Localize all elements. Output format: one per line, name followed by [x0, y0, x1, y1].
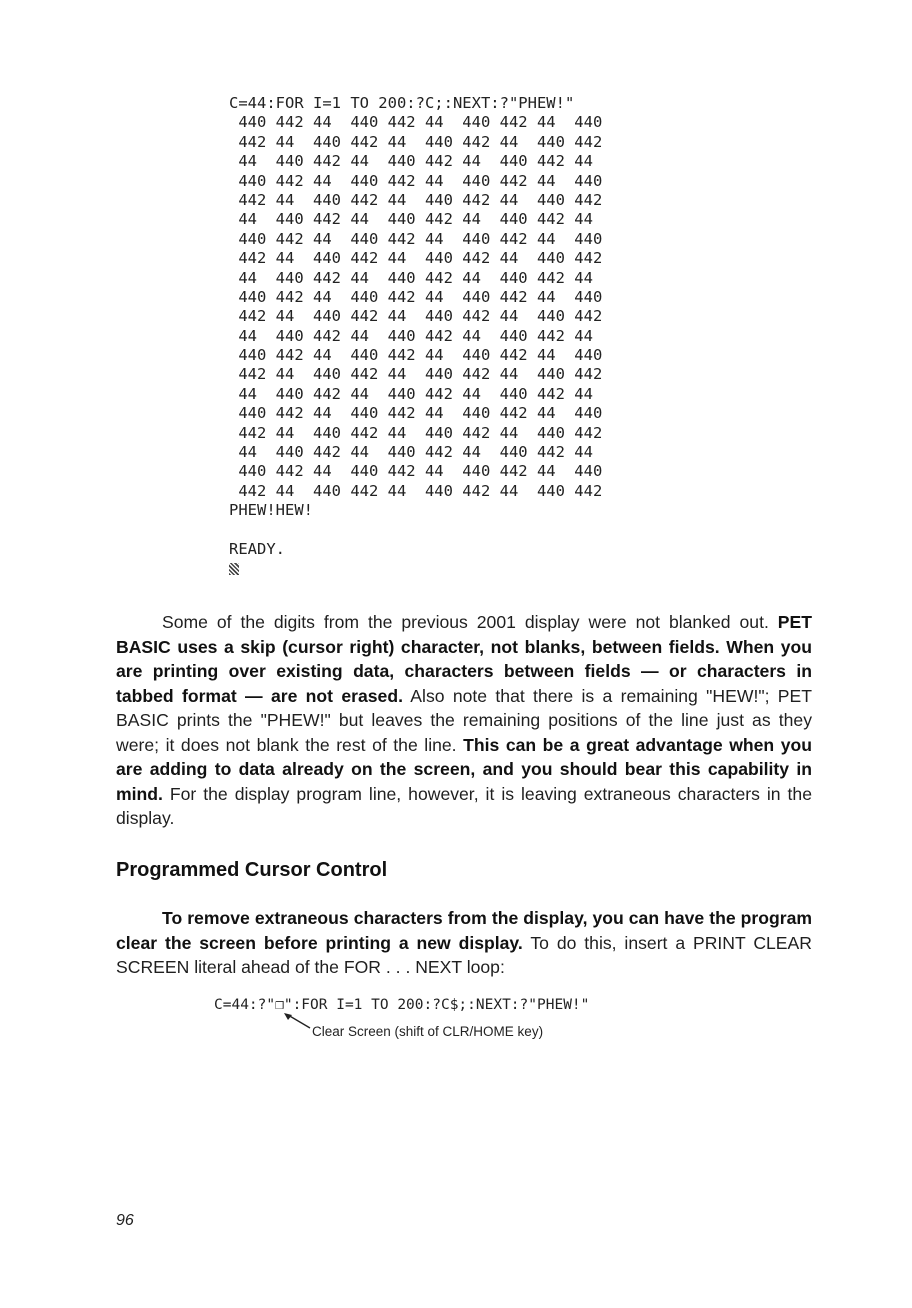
code-example: C=44:?"❒":FOR I=1 TO 200:?C$;:NEXT:?"PHEW!"	[214, 997, 590, 1013]
output-row: 440 442 44 440 442 44 440 442 44 440	[229, 346, 603, 365]
output-row: 44 440 442 44 440 442 44 440 442 44	[229, 326, 593, 345]
output-row: 442 44 440 442 44 440 442 44 440 442	[229, 365, 603, 384]
output-row: 440 442 44 440 442 44 440 442 44 440	[229, 229, 603, 248]
output-row: 44 440 442 44 440 442 44 440 442 44	[229, 443, 593, 462]
output-row: 440 442 44 440 442 44 440 442 44 440	[229, 462, 603, 481]
cursor	[229, 559, 709, 578]
output-rows	[229, 113, 709, 501]
output-row: 442 44 440 442 44 440 442 44 440 442	[229, 190, 603, 209]
output-row: 442 44 440 442 44 440 442 44 440 442	[229, 132, 603, 151]
output-row: 442 44 440 442 44 440 442 44 440 442	[229, 481, 603, 500]
section-heading: Programmed Cursor Control	[116, 859, 388, 881]
para1-bold-1: PET BASIC uses a skip (cursor right) character, not blanks, between fields. When you are printing over existing data, characters between fields — or characters in tabbed format — are not erased.	[116, 612, 812, 706]
para2-bold-1: To remove extraneous characters from the display, you can have the program clear the screen before printing a new display.	[116, 908, 812, 953]
output-row: 44 440 442 44 440 442 44 440 442 44	[229, 268, 593, 287]
output-row: 440 442 44 440 442 44 440 442 44 440	[229, 404, 603, 423]
pet-screen-output	[229, 94, 709, 579]
output-row: 44 440 442 44 440 442 44 440 442 44	[229, 152, 593, 171]
cursor-block-icon	[229, 563, 239, 575]
output-row: 44 440 442 44 440 442 44 440 442 44	[229, 210, 593, 229]
output-row: 440 442 44 440 442 44 440 442 44 440	[229, 113, 603, 132]
clear-screen-annotation: Clear Screen (shift of CLR/HOME key)	[312, 1024, 544, 1039]
output-row: 442 44 440 442 44 440 442 44 440 442	[229, 249, 603, 268]
output-row: 442 44 440 442 44 440 442 44 440 442	[229, 307, 603, 326]
command-line: C=44:FOR I=1 TO 200:?C;:NEXT:?"PHEW!"	[229, 94, 575, 112]
output-row: 44 440 442 44 440 442 44 440 442 44	[229, 384, 593, 403]
result-line: PHEW!HEW!	[229, 501, 313, 520]
paragraph-clear-screen	[116, 906, 812, 980]
para1-text-1: Some of the digits from the previous 2001 display were not blanked out.	[162, 612, 778, 632]
para2-text-1: To do this, insert a PRINT CLEAR SCREEN literal ahead of the FOR . . . NEXT loop:	[116, 932, 812, 977]
output-row: 440 442 44 440 442 44 440 442 44 440	[229, 287, 603, 306]
para1-text-2: Also note that there is a remaining "HEW!"; PET BASIC prints the "PHEW!" but leaves the remaining positions of the line just as they were; it does not blank the rest of the line.	[116, 685, 812, 755]
output-row: 440 442 44 440 442 44 440 442 44 440	[229, 171, 603, 190]
page-number: 96	[116, 1212, 134, 1229]
para1-bold-2: This can be a great advantage when you are adding to data already on the screen, and you should bear this capability in mind.	[116, 734, 812, 804]
ready-prompt: READY.	[229, 539, 285, 558]
output-row: 442 44 440 442 44 440 442 44 440 442	[229, 423, 603, 442]
paragraph-skip-character	[116, 610, 812, 831]
para1-text-3: For the display program line, however, it is leaving extraneous characters in the display.	[116, 783, 812, 828]
